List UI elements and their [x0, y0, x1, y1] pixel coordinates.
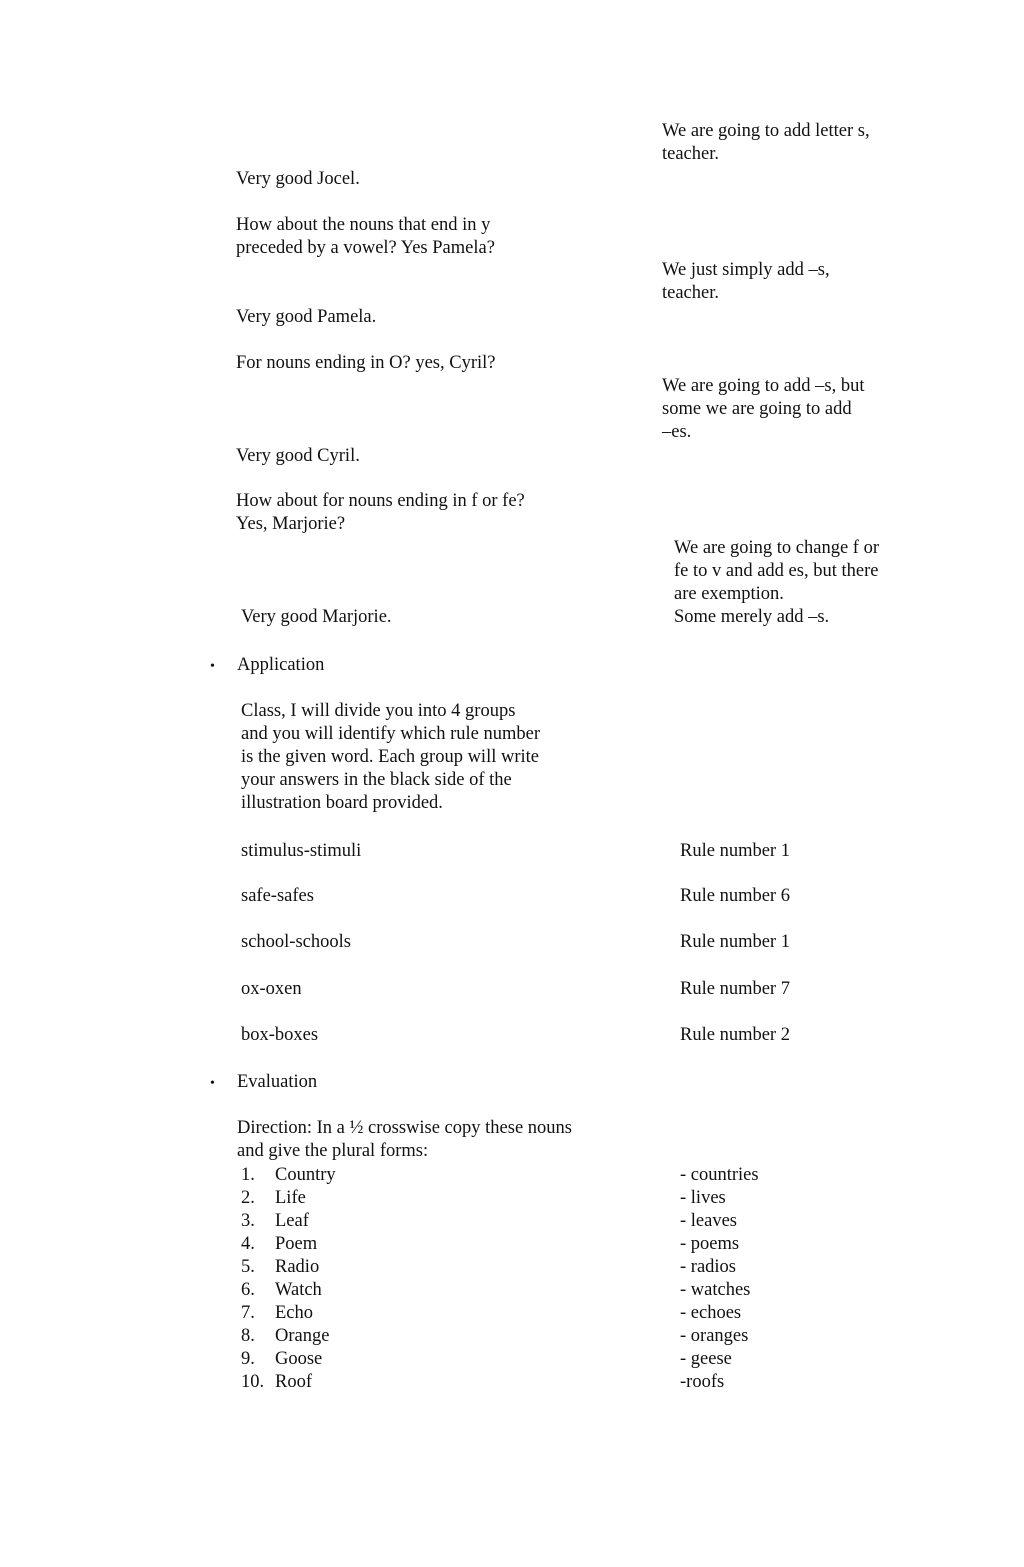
- application-word: stimulus-stimuli: [241, 841, 362, 861]
- item-word: Orange: [275, 1326, 330, 1346]
- list-item: [241, 1187, 306, 1210]
- list-item: [241, 1302, 313, 1325]
- item-word: Country: [275, 1165, 336, 1185]
- student-response-1: We are going to add letter s, teacher.: [662, 121, 870, 164]
- list-item: [241, 1325, 329, 1348]
- application-answer: Rule number 6: [680, 886, 790, 906]
- item-answer: - poems: [680, 1234, 740, 1254]
- item-answer: -roofs: [680, 1372, 725, 1392]
- item-word: Roof: [275, 1372, 312, 1392]
- item-word: Life: [275, 1188, 306, 1208]
- item-answer: - radios: [680, 1257, 736, 1277]
- evaluation-direction: Direction: In a ½ crosswise copy these nouns and give the plural forms:: [237, 1118, 572, 1161]
- item-number: 10.: [241, 1372, 265, 1392]
- evaluation-heading: Evaluation: [237, 1072, 318, 1092]
- teacher-praise-4: Very good Marjorie.: [241, 607, 392, 627]
- teacher-question-2: How about the nouns that end in y preceded by a vowel? Yes Pamela?: [236, 215, 495, 258]
- application-answer: Rule number 1: [680, 932, 790, 952]
- application-instructions: Class, I will divide you into 4 groups and you will identify which rule number is the given word. Each group will write your answers in the black side of the illustration board provided.: [241, 701, 541, 813]
- application-heading: Application: [237, 655, 325, 675]
- application-word: box-boxes: [241, 1025, 319, 1045]
- item-number: 4.: [241, 1234, 255, 1254]
- item-answer: - oranges: [680, 1326, 749, 1346]
- item-answer: - watches: [680, 1280, 751, 1300]
- student-response-3: We are going to add –s, but some we are going to add –es.: [662, 376, 865, 442]
- bullet-application: •: [210, 659, 215, 674]
- item-number: 7.: [241, 1303, 255, 1323]
- item-answer: - echoes: [680, 1303, 742, 1323]
- item-word: Echo: [275, 1303, 314, 1323]
- teacher-question-3: For nouns ending in O? yes, Cyril?: [236, 353, 496, 373]
- application-word: safe-safes: [241, 886, 314, 906]
- item-word: Goose: [275, 1349, 323, 1369]
- item-number: 9.: [241, 1349, 255, 1369]
- list-item: [241, 1233, 317, 1256]
- item-number: 2.: [241, 1188, 255, 1208]
- list-item: [241, 1164, 336, 1187]
- application-word: ox-oxen: [241, 979, 302, 999]
- student-response-2: We just simply add –s, teacher.: [662, 260, 830, 303]
- teacher-praise-3: Very good Cyril.: [236, 446, 360, 466]
- application-answer: Rule number 1: [680, 841, 790, 861]
- application-word: school-schools: [241, 932, 351, 952]
- teacher-praise-1: Very good Jocel.: [236, 169, 360, 189]
- item-number: 5.: [241, 1257, 255, 1277]
- item-answer: - leaves: [680, 1211, 738, 1231]
- item-answer: - countries: [680, 1165, 759, 1185]
- application-answer: Rule number 2: [680, 1025, 790, 1045]
- item-word: Leaf: [275, 1211, 309, 1231]
- item-word: Poem: [275, 1234, 318, 1254]
- item-number: 6.: [241, 1280, 255, 1300]
- list-item: [241, 1371, 312, 1394]
- teacher-question-4: How about for nouns ending in f or fe? Yes, Marjorie?: [236, 491, 525, 534]
- list-item: [241, 1348, 322, 1371]
- item-word: Radio: [275, 1257, 320, 1277]
- item-answer: - lives: [680, 1188, 726, 1208]
- item-word: Watch: [275, 1280, 322, 1300]
- item-number: 1.: [241, 1165, 255, 1185]
- list-item: [241, 1210, 309, 1233]
- item-answer: - geese: [680, 1349, 732, 1369]
- item-number: 8.: [241, 1326, 255, 1346]
- student-response-4: We are going to change f or fe to v and add es, but there are exemption. Some merely add –s.: [674, 538, 880, 627]
- list-item: [241, 1279, 322, 1302]
- bullet-evaluation: •: [210, 1076, 215, 1091]
- item-number: 3.: [241, 1211, 255, 1231]
- teacher-praise-2: Very good Pamela.: [236, 307, 377, 327]
- list-item: [241, 1256, 319, 1279]
- application-answer: Rule number 7: [680, 979, 790, 999]
